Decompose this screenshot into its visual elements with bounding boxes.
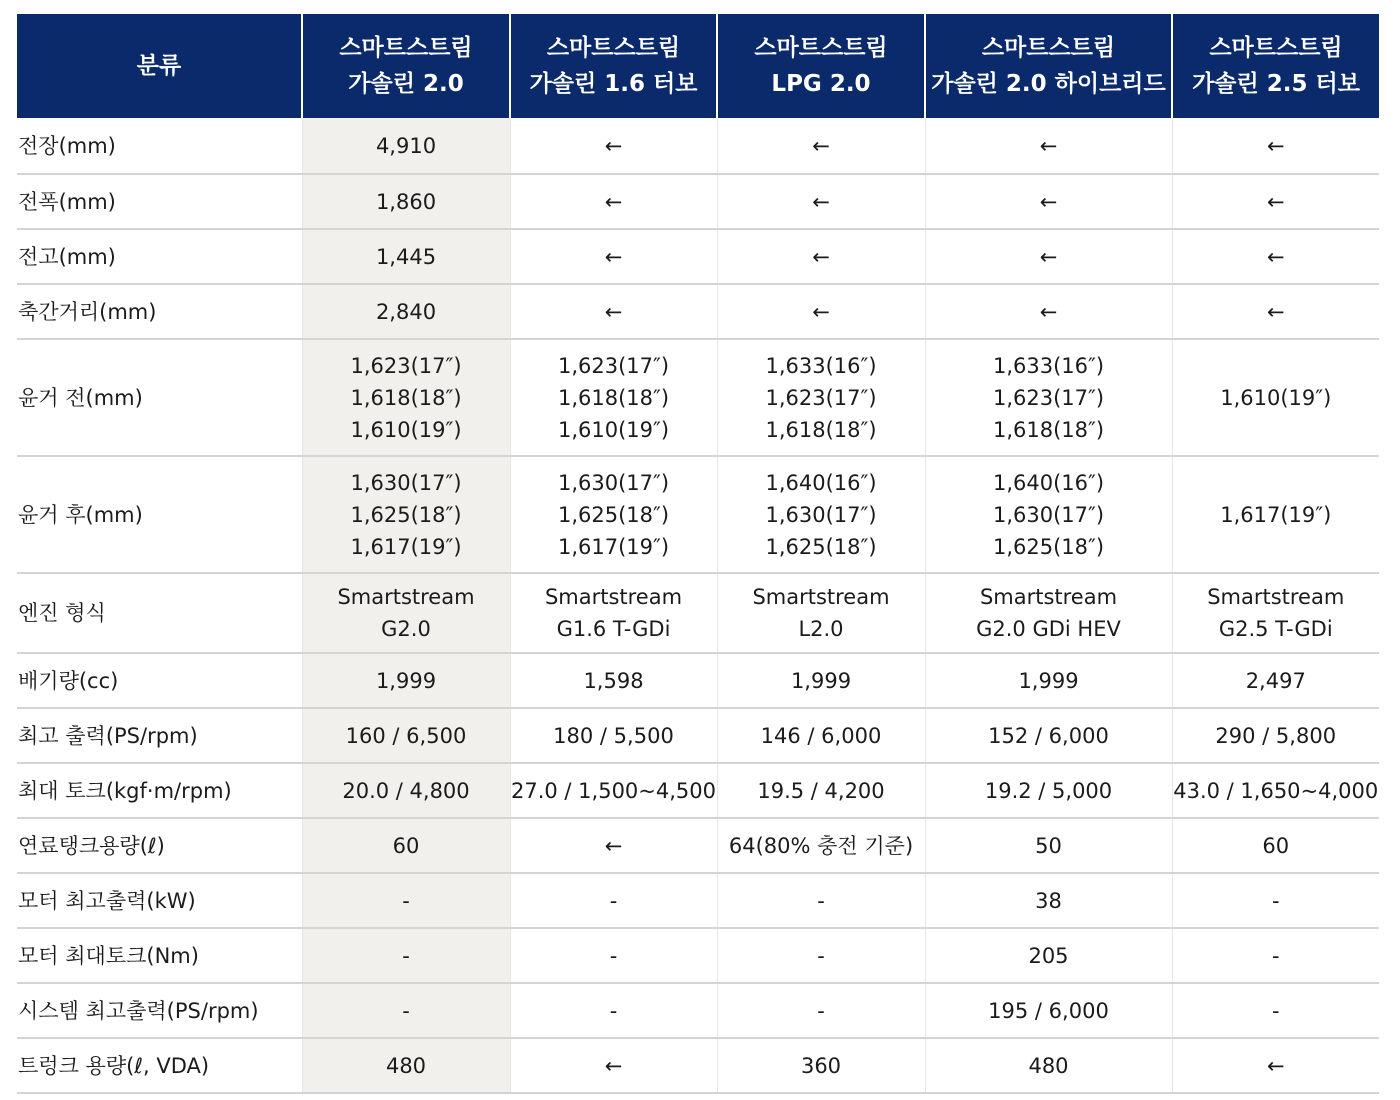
cell-line: 1,610(19″) [557,417,670,442]
cell-line: 19.2 / 5,000 [984,778,1113,803]
table-cell [717,818,925,873]
table-cell [510,873,717,928]
table-cell [925,573,1172,653]
table-cell [510,1038,717,1093]
header-line: 스마트스트림 [754,35,888,61]
table-row [17,573,1379,653]
row-label: 윤거 후(mm) [17,456,302,573]
table-cell [925,456,1172,573]
table-row [17,708,1379,763]
header-line: 가솔린 2.0 [348,71,464,97]
table-cell [302,1038,510,1093]
table-row [17,456,1379,573]
cell-line: - [817,888,825,913]
cell-line: ← [604,189,623,214]
row-label: 전폭(mm) [17,174,302,229]
cell-line: 43.0 / 1,650~4,000 [1173,778,1379,803]
table-cell [302,818,510,873]
table-row [17,1038,1379,1093]
cell-line: 20.0 / 4,800 [342,778,470,803]
header-line: 스마트스트림 [981,35,1116,61]
cell-line: Smartstream [979,585,1118,609]
table-cell [302,763,510,818]
cell-line: ← [604,833,623,858]
header-gasoline-2-5-turbo [1172,14,1379,118]
table-cell [925,229,1172,284]
table-cell [717,284,925,339]
row-label: 축간거리(mm) [17,284,302,339]
cell-line: ← [1266,133,1285,158]
row-label: 배기량(cc) [17,653,302,708]
table-cell [1172,456,1379,573]
cell-line: - [817,998,825,1023]
row-label: 모터 최대토크(Nm) [17,928,302,983]
header-gasoline-2-0 [302,14,510,118]
row-label: 시스템 최고출력(PS/rpm) [17,983,302,1038]
cell-line: 1,625(18″) [557,502,670,527]
row-label: 전고(mm) [17,229,302,284]
row-label: 트렁크 용량(ℓ, VDA) [17,1038,302,1093]
table-cell [510,284,717,339]
cell-line: 19.5 / 4,200 [757,778,885,803]
table-cell [302,284,510,339]
table-row [17,873,1379,928]
header-line: 스마트스트림 [339,35,473,61]
cell-line: 195 / 6,000 [988,998,1109,1023]
table-cell [1172,983,1379,1038]
cell-line: ← [812,133,830,158]
header-line: LPG 2.0 [771,71,871,97]
cell-line: 1,623(17″) [350,353,462,378]
table-row [17,928,1379,983]
cell-line: 180 / 5,500 [553,723,674,748]
cell-line: 1,598 [583,668,644,693]
table-cell [302,708,510,763]
cell-line: G2.0 [381,617,431,641]
cell-line: 360 [800,1053,842,1078]
cell-line: 1,860 [375,189,437,214]
cell-line: Smartstream [544,585,683,609]
cell-line: 480 [1028,1053,1069,1078]
cell-line: 60 [392,833,420,858]
cell-line: G1.6 T-GDi [556,617,671,641]
cell-line: 1,630(17″) [557,470,670,495]
cell-line: 50 [1035,833,1062,858]
table-cell [717,873,925,928]
cell-line: 1,630(17″) [992,502,1105,527]
cell-line: 60 [1262,833,1290,858]
table-cell [510,653,717,708]
table-row [17,983,1379,1038]
cell-line: 64(80% 충전 기준) [728,833,914,858]
cell-line: ← [604,244,623,269]
table-cell [1172,708,1379,763]
cell-line: - [609,998,618,1023]
cell-line: G2.5 T-GDi [1218,617,1333,641]
cell-line: 1,610(19″) [1220,385,1332,410]
table-cell [302,573,510,653]
table-cell [510,229,717,284]
cell-line: 480 [385,1053,427,1078]
cell-line: 1,618(18″) [557,385,670,410]
table-cell [1172,653,1379,708]
cell-line: - [609,943,618,968]
header-line: 스마트스트림 [1209,35,1343,61]
cell-line: 152 / 6,000 [988,723,1109,748]
cell-line: ← [604,133,623,158]
table-row [17,174,1379,229]
table-cell [510,928,717,983]
table-cell [717,1038,925,1093]
table-row [17,818,1379,873]
table-cell [1172,284,1379,339]
table-cell [1172,229,1379,284]
table-cell [302,174,510,229]
cell-line: 1,623(17″) [992,385,1105,410]
table-cell [1172,818,1379,873]
cell-line: 1,618(18″) [350,385,462,410]
cell-line: 1,617(19″) [350,534,462,559]
cell-line: ← [1266,299,1285,324]
table-cell [925,708,1172,763]
header-gasoline-1-6-turbo [510,14,717,118]
table-cell [717,174,925,229]
table-row [17,118,1379,174]
cell-line: 1,630(17″) [350,470,462,495]
cell-line: - [1271,943,1280,968]
cell-line: 1,623(17″) [557,353,670,378]
cell-line: 1,625(18″) [350,502,462,527]
table-cell [717,653,925,708]
table-cell [510,708,717,763]
table-cell [925,818,1172,873]
row-label: 엔진 형식 [17,573,302,653]
cell-line: 1,625(18″) [765,534,877,559]
cell-line: - [1271,888,1280,913]
table-cell [925,653,1172,708]
table-row [17,339,1379,456]
cell-line: ← [1266,189,1285,214]
cell-line: - [609,888,618,913]
cell-line: 1,633(16″) [992,353,1105,378]
table-cell [302,118,510,174]
cell-line: - [402,888,410,913]
cell-line: 1,640(16″) [992,470,1105,495]
table-cell [1172,573,1379,653]
table-cell [717,573,925,653]
table-cell [717,456,925,573]
cell-line: ← [812,244,830,269]
table-cell [717,928,925,983]
table-row [17,229,1379,284]
table-cell [717,708,925,763]
cell-line: 4,910 [375,133,437,158]
header-lpg-2-0 [717,14,925,118]
cell-line: ← [1039,244,1058,269]
header-line: 가솔린 2.0 하이브리드 [931,71,1166,97]
table-cell [510,818,717,873]
cell-line: 290 / 5,800 [1215,723,1337,748]
cell-line: ← [604,1053,623,1078]
table-cell [1172,118,1379,174]
cell-line: G2.0 GDi HEV [976,617,1121,641]
header-gasoline-2-0-hybrid [925,14,1172,118]
table-cell [302,456,510,573]
table-row [17,653,1379,708]
table-cell [1172,174,1379,229]
cell-line: 1,618(18″) [992,417,1105,442]
cell-line: 205 [1028,943,1069,968]
cell-line: ← [812,189,830,214]
table-cell [302,653,510,708]
table-cell [925,1038,1172,1093]
cell-line: 27.0 / 1,500~4,500 [510,778,717,803]
table-cell [1172,339,1379,456]
cell-line: ← [1266,244,1285,269]
table-cell [510,456,717,573]
table-cell [717,983,925,1038]
cell-line: ← [1039,299,1058,324]
cell-line: 1,999 [375,668,437,693]
cell-line: 2,497 [1245,668,1306,693]
table-cell [510,339,717,456]
spec-table [17,14,1379,1094]
table-cell [1172,873,1379,928]
cell-line: - [402,943,410,968]
cell-line: Smartstream [752,585,890,609]
row-label: 최대 토크(kgf·m/rpm) [17,763,302,818]
table-cell [510,118,717,174]
cell-line: - [1271,998,1280,1023]
cell-line: Smartstream [337,585,475,609]
table-cell [510,573,717,653]
table-body [17,118,1379,1093]
cell-line: 1,625(18″) [992,534,1105,559]
header-row [17,14,1379,118]
table-cell [717,229,925,284]
cell-line: ← [604,299,623,324]
cell-line: 1,617(19″) [557,534,670,559]
table-cell [925,983,1172,1038]
row-label: 모터 최고출력(kW) [17,873,302,928]
row-label: 윤거 전(mm) [17,339,302,456]
cell-line: 1,618(18″) [765,417,877,442]
cell-line: L2.0 [798,617,844,641]
row-label: 최고 출력(PS/rpm) [17,708,302,763]
table-cell [717,339,925,456]
cell-line: 160 / 6,500 [345,723,467,748]
table-cell [717,118,925,174]
table-cell [510,763,717,818]
cell-line: 1,633(16″) [765,353,877,378]
table-cell [925,174,1172,229]
cell-line: 1,623(17″) [765,385,877,410]
header-category: 분류 [17,14,302,118]
cell-line: 146 / 6,000 [760,723,882,748]
table-header [17,14,1379,118]
cell-line: ← [1266,1053,1285,1078]
table-cell [302,928,510,983]
table-cell [925,873,1172,928]
table-cell [302,983,510,1038]
cell-line: ← [1039,133,1058,158]
table-cell [1172,928,1379,983]
table-row [17,284,1379,339]
row-label: 전장(mm) [17,118,302,174]
table-cell [510,174,717,229]
cell-line: ← [1039,189,1058,214]
cell-line: 1,630(17″) [765,502,877,527]
table-cell [925,284,1172,339]
table-cell [1172,1038,1379,1093]
spec-table-container [17,14,1379,1094]
table-cell [925,339,1172,456]
table-cell [302,339,510,456]
cell-line: - [817,943,825,968]
cell-line: 1,617(19″) [1220,502,1332,527]
cell-line: 1,999 [1018,668,1079,693]
header-line: 스마트스트림 [546,35,681,61]
row-label: 연료탱크용량(ℓ) [17,818,302,873]
cell-line: 38 [1035,888,1062,913]
header-line: 가솔린 2.5 터보 [1192,71,1360,97]
cell-line: ← [812,299,830,324]
table-cell [717,763,925,818]
header-line: 가솔린 1.6 터보 [529,71,698,97]
table-cell [925,928,1172,983]
table-cell [302,873,510,928]
table-cell [925,118,1172,174]
cell-line: 1,640(16″) [765,470,877,495]
table-cell [925,763,1172,818]
cell-line: 1,445 [375,244,437,269]
table-row [17,763,1379,818]
cell-line: 1,610(19″) [350,417,462,442]
cell-line: 2,840 [375,299,437,324]
table-cell [1172,763,1379,818]
table-cell [302,229,510,284]
cell-line: 1,999 [790,668,852,693]
table-cell [510,983,717,1038]
cell-line: - [402,998,410,1023]
cell-line: Smartstream [1207,585,1345,609]
